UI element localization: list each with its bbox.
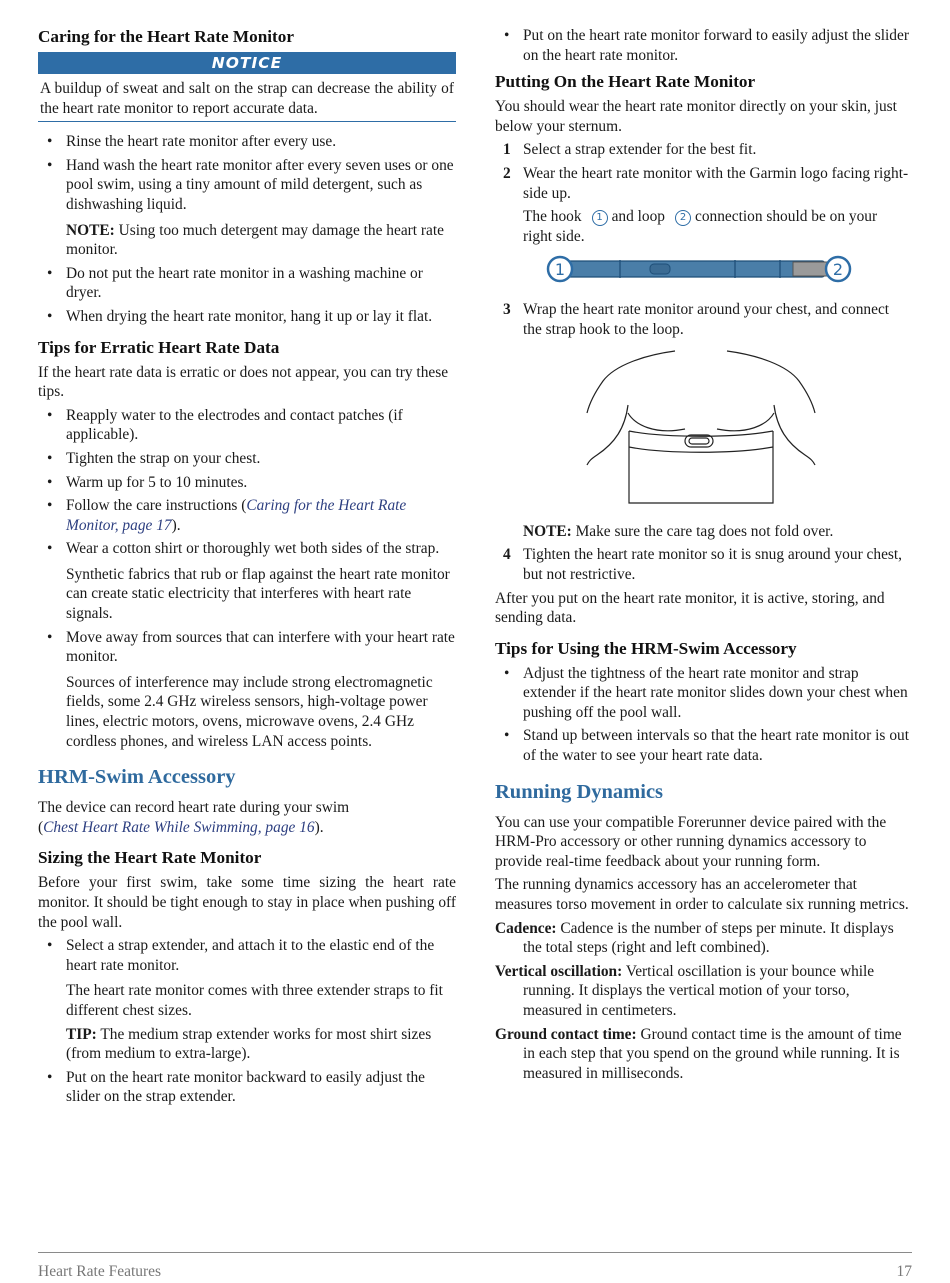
callout-2-icon: 2 [675,210,691,226]
caring-list-cont [38,264,456,327]
hrm-swim-text: The device can record heart rate during your swim (Chest Heart Rate While Swimming, page 16). [38,799,350,836]
tips-intro: If the heart rate data is erratic or does not appear, you can try these tips. [38,363,449,401]
list-item: • Tighten the strap on your chest. [47,449,261,467]
sizing-list-cont [38,1068,456,1107]
step-item: 2 Wear the heart rate monitor with the Garmin logo facing right- side up. [503,164,909,202]
caring-note: NOTE: Using too much detergent may damage the heart rate monitor. [66,221,444,259]
left-column [38,26,456,1113]
sizing-tip: TIP: The medium strap extender works for most shirt sizes (from medium to extra-large). [66,1025,432,1063]
putting-steps-final [495,545,909,584]
bullet-icon: • [47,937,53,955]
list-item: • Put on the heart rate monitor backward to easily adjust the slider on the strap extender. [47,1068,426,1106]
rd-paragraph-2: The running dynamics accessory has an accelerometer that measures torso movement in order to calculate six running metrics. [495,876,909,914]
sizing-sub: The heart rate monitor comes with three extender straps to fit different chest sizes. [66,982,443,1019]
bullet-icon: • [47,133,53,151]
bullet-icon: • [504,27,510,44]
cadence-definition: Cadence: Cadence is the number of steps per minute. It displays the total steps (right and left combined). [495,919,894,957]
care-tag-note: NOTE: Make sure the care tag does not fold over. [523,522,834,540]
tips-sources: Sources of interference may include strong electromagnetic fields, some 2.4 GHz wireless sensors, high-voltage power lines, electric motors, ovens, microwave ovens, 2.4 GHz cordless phones, and wireless LAN access points. [66,673,433,750]
page-number: 17 [896,1263,912,1280]
list-item: • Do not put the heart rate monitor in a washing machine or dryer. [47,264,423,302]
step-item: 3 Wrap the heart rate monitor around your chest, and connect the strap hook to the loop. [503,300,890,338]
tips-swim-list [495,664,909,766]
bullet-icon: • [47,540,53,558]
footer-divider [38,1252,912,1253]
rd-paragraph-1: You can use your compatible Forerunner device paired with the HRM-Pro accessory or other running dynamics accessory to provide real-time feedback about your running form. [495,813,887,870]
vertical-oscillation-definition: Vertical oscillation: Vertical oscillation is your bounce while running. It displays the vertical motion of your torso, measured in centimeters. [495,962,875,1019]
tips-list [38,406,456,559]
list-item: • Rinse the heart rate monitor after every use. [47,133,337,151]
swim-link[interactable]: Chest Heart Rate While Swimming, page 16 [43,818,315,836]
list-item: • Wear a cotton shirt or thoroughly wet both sides of the strap. [47,540,440,558]
caring-heading: Caring for the Heart Rate Monitor [38,27,294,46]
bullet-icon: • [47,156,53,174]
ground-contact-definition: Ground contact time: Ground contact time is the amount of time in each step that you spend on the ground while running. It is measured in milliseconds. [495,1025,902,1082]
list-item: • When drying the heart rate monitor, hang it up or lay it flat. [47,307,433,325]
loop-callout-label: 2 [832,260,844,280]
callout-1-icon: 1 [592,210,608,226]
bullet-icon: • [47,497,53,515]
tips-synthetic: Synthetic fabrics that rub or flap against the heart rate monitor can create static electricity that interferes with heart rate signals. [66,565,450,623]
step-item: 1 Select a strap extender for the best fit. [503,141,757,159]
after-text: After you put on the heart rate monitor, it is active, storing, and sending data. [495,589,885,627]
running-dynamics-heading: Running Dynamics [495,780,664,803]
notice-text: A buildup of sweat and salt on the strap can decrease the ability of the heart rate monitor to report accurate data. [38,74,456,122]
bullet-icon: • [47,473,53,491]
list-item: • Hand wash the heart rate monitor after every seven uses or one pool swim, using a tiny amount of mild detergent, such as dishwashing liquid. [47,156,454,213]
right-column [495,26,909,1087]
tips-heading: Tips for Erratic Heart Rate Data [38,337,280,357]
sizing-list [38,936,456,975]
hook-callout-label: 1 [554,260,566,280]
bullet-icon: • [47,1068,53,1086]
bullet-icon: • [504,664,510,682]
torso-illustration [585,343,909,514]
tips-swim-heading: Tips for Using the HRM-Swim Accessory [495,638,797,658]
putting-steps [495,140,909,203]
sizing-heading: Sizing the Heart Rate Monitor [38,848,262,868]
list-item: • Select a strap extender, and attach it to the elastic end of the heart rate monitor. [47,937,435,974]
putting-heading: Putting On the Heart Rate Monitor [495,72,756,92]
sizing-intro: Before your first swim, take some time sizing the heart rate monitor. It should be tight enough to stay in place when pushing off the pool wall. [38,874,456,931]
bullet-icon: • [47,406,53,424]
list-item: • Stand up between intervals so that the heart rate monitor is out of the water to see your heart rate data. [504,727,909,765]
caring-list [38,132,456,214]
putting-intro: You should wear the heart rate monitor directly on your skin, just below your sternum. [495,98,897,135]
sizing-list-right [495,26,909,65]
footer-section: Heart Rate Features [38,1263,162,1280]
hrm-swim-heading: HRM-Swim Accessory [38,766,236,789]
list-item: • Follow the care instructions (Caring for the Heart Rate Monitor, page 17). [47,497,407,534]
tips-list-cont [38,628,456,667]
bullet-icon: • [504,727,510,745]
list-item: • Reapply water to the electrodes and contact patches (if applicable). [47,406,403,444]
hook-loop-text: The hook 1 and loop 2 connection should be on your right side. [523,208,878,245]
bullet-icon: • [47,449,53,467]
list-item: • Put on the heart rate monitor forward to easily adjust the slider on the heart rate monitor. [504,27,909,64]
list-item: • Move away from sources that can interfere with your heart rate monitor. [47,628,455,666]
notice-banner: NOTICE [38,52,456,74]
step-item: 4 Tighten the heart rate monitor so it is snug around your chest, but not restrictive. [503,546,903,583]
torso-image [585,343,817,508]
bullet-icon: • [47,307,53,325]
bullet-icon: • [47,264,53,282]
putting-steps-cont [495,300,909,339]
strap-illustration [545,254,909,290]
strap-image [545,254,855,284]
list-item: • Adjust the tightness of the heart rate monitor and strap extender if the heart rate monitor slides down your chest when pushing off the pool wall. [504,664,908,721]
bullet-icon: • [47,628,53,646]
care-link[interactable]: Caring for the Heart Rate Monitor, page 17 [66,497,407,534]
list-item: • Warm up for 5 to 10 minutes. [47,473,248,491]
